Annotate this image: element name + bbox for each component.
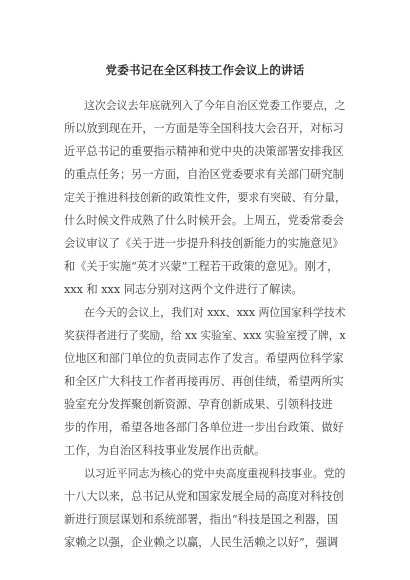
paragraph-2-line-2: 奖获得者进行了奖励，给 xx 实验室、xxx 实验室授了牌，x bbox=[64, 329, 346, 342]
paragraph-1-line-8: 和《关于实施“英才兴蒙”工程若干政策的意见》。刚才， bbox=[64, 260, 339, 273]
paragraph-2-line-6: 步的作用，希望各地各部门各单位进一步出台政策、做好 bbox=[64, 421, 344, 434]
document-title: 党委书记在全区科技工作会议上的讲话 bbox=[105, 63, 305, 77]
paragraph-2-line-3: 位地区和部门单位的负责同志作了发言。希望两位科学家 bbox=[64, 352, 344, 365]
paragraph-1-line-3: 近平总书记的重要指示精神和党中央的决策部署安排我区 bbox=[64, 145, 344, 158]
paragraph-2-line-4: 和全区广大科技工作者再接再厉、再创佳绩，希望两所实 bbox=[64, 375, 344, 388]
paragraph-2-line-1: 在今天的会议上，我们对 xxx、xxx 两位国家科学技术 bbox=[84, 306, 346, 319]
paragraph-3-line-3: 新进行顶层谋划和系统部署，指出“科技是国之利器，国 bbox=[64, 513, 339, 526]
paragraph-3-line-2: 十八大以来，总书记从党和国家发展全局的高度对科技创 bbox=[64, 490, 344, 503]
paragraph-3-line-1: 以习近平同志为核心的党中央高度重视科技事业。党的 bbox=[84, 467, 346, 480]
paragraph-3-line-4: 家赖之以强，企业赖之以赢，人民生活赖之以好”，强调 bbox=[64, 536, 339, 549]
paragraph-1-line-7: 会议审议了《关于进一步提升科技创新能力的实施意见》 bbox=[64, 237, 344, 250]
paragraph-1-line-2: 所以放到现在开，一方面是等全国科技大会召开，对标习 bbox=[64, 122, 344, 135]
paragraph-1-line-6: 什么时候文件成熟了什么时候开会。上周五，党委常委会 bbox=[64, 214, 344, 227]
paragraph-1-line-5: 定关于推进科技创新的政策性文件，要求有突破、有分量， bbox=[64, 191, 346, 204]
paragraph-2-line-7: 工作，为自治区科技事业发展作出贡献。 bbox=[64, 444, 266, 457]
paragraph-1-line-4: 的重点任务；另一方面，自治区党委要求有关部门研究制 bbox=[64, 168, 344, 181]
paragraph-1-line-9: xxx 和 xxx 同志分别对这两个文件进行了解读。 bbox=[64, 283, 303, 296]
paragraph-2-line-5: 验室充分发挥聚创新资源、孕育创新成果、引领科技进 bbox=[64, 398, 333, 411]
paragraph-1-line-1: 这次会议去年底就列入了今年自治区党委工作要点，之 bbox=[84, 99, 346, 112]
